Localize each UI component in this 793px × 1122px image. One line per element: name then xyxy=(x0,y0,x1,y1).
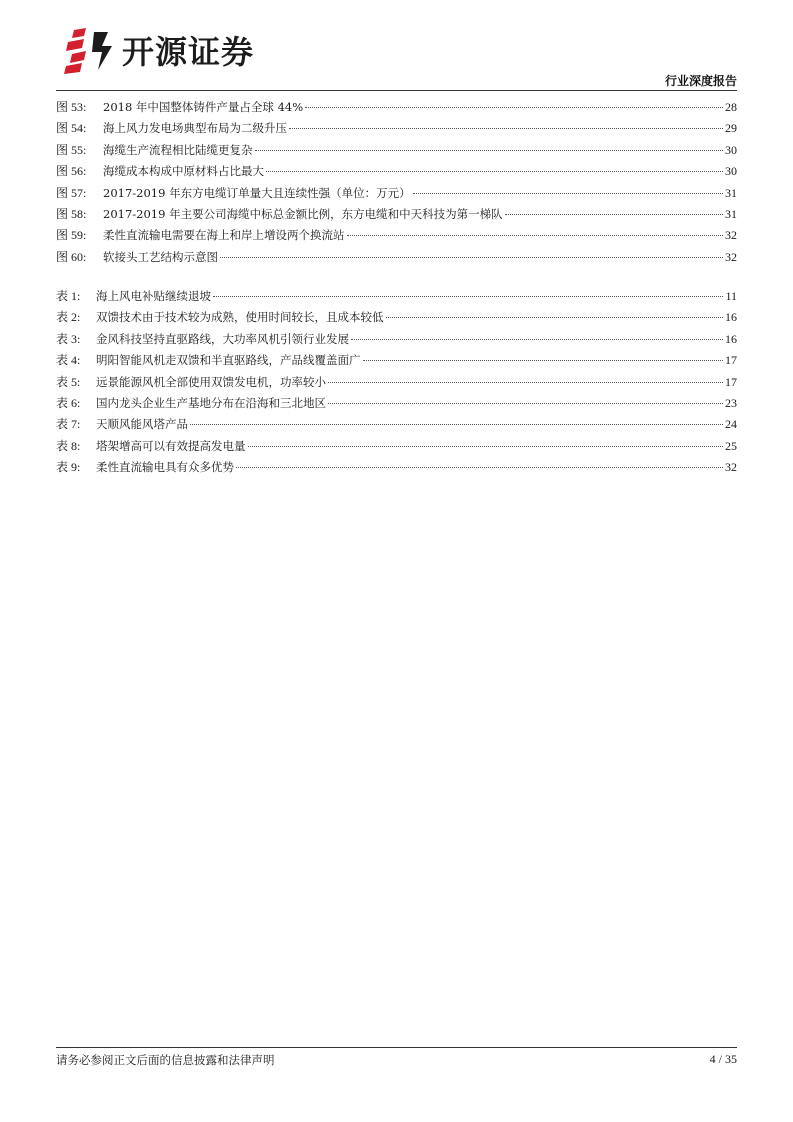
toc-entry-title: 明阳智能风机走双馈和半直驱路线，产品线覆盖面广 xyxy=(96,353,361,368)
toc-entry-number: 图 54: xyxy=(56,121,87,136)
header-divider xyxy=(56,90,737,91)
page-number: 4 / 35 xyxy=(709,1052,737,1066)
toc-entry-page: 23 xyxy=(725,395,737,410)
toc-leader-dots xyxy=(248,445,724,447)
toc-entry-page: 32 xyxy=(725,460,737,475)
toc-entry-title: 2017-2019 年东方电缆订单量大且连续性强（单位：万元） xyxy=(103,185,411,200)
toc-entry-title: 海上风力发电场典型布局为二级升压 xyxy=(103,121,287,136)
toc-entry-page: 16 xyxy=(725,310,737,325)
toc-leader-dots xyxy=(413,192,723,194)
toc-entry-title: 海缆生产流程相比陆缆更复杂 xyxy=(103,142,253,157)
toc-entry-title: 远景能源风机全部使用双馈发电机，功率较小 xyxy=(96,374,326,389)
toc-entry-page: 25 xyxy=(725,438,737,453)
toc-entry-number: 表 4: xyxy=(56,353,81,368)
toc-leader-dots xyxy=(213,295,723,297)
toc-entry-page: 17 xyxy=(725,353,737,368)
toc-leader-dots xyxy=(289,127,723,129)
toc-entry-title: 软接头工艺结构示意图 xyxy=(103,249,218,264)
toc-entry-number: 表 2: xyxy=(56,310,81,325)
toc-entry-title: 海上风电补贴继续退坡 xyxy=(96,289,211,303)
footer-divider xyxy=(56,1047,737,1048)
toc-entry-page: 11 xyxy=(725,289,737,303)
toc-leader-dots xyxy=(363,359,724,361)
toc-entry-table-9[interactable] xyxy=(56,457,737,478)
toc-entry-number: 表 5: xyxy=(56,374,81,389)
toc-entry-number: 图 59: xyxy=(56,228,87,243)
toc-entry-number: 表 3: xyxy=(56,331,81,346)
toc-entry-figure-57[interactable] xyxy=(56,183,737,204)
toc-entry-title: 海缆成本构成中原材料占比最大 xyxy=(103,164,264,179)
toc-entry-page: 31 xyxy=(725,206,737,221)
toc-leader-dots xyxy=(351,338,723,340)
toc-entry-figure-59[interactable] xyxy=(56,225,737,246)
toc-entry-figure-56[interactable] xyxy=(56,161,737,182)
report-type-label: 行业深度报告 xyxy=(664,74,737,88)
toc-entry-number: 表 9: xyxy=(56,460,81,475)
toc-entry-table-5[interactable] xyxy=(56,372,737,393)
toc-entry-figure-53[interactable] xyxy=(56,97,737,118)
toc-entry-page: 17 xyxy=(725,374,737,389)
toc-entry-title: 金风科技坚持直驱路线，大功率风机引领行业发展 xyxy=(96,331,349,346)
brand-name: 开源证券 xyxy=(122,33,255,71)
toc-entry-number: 图 58: xyxy=(56,206,87,221)
toc-entry-page: 28 xyxy=(725,100,737,114)
toc-leader-dots xyxy=(236,466,723,468)
toc-leader-dots xyxy=(505,213,723,215)
table-list xyxy=(56,286,737,479)
toc-entry-figure-55[interactable] xyxy=(56,140,737,161)
toc-entry-title: 双馈技术由于技术较为成熟，使用时间较长，且成本较低 xyxy=(96,310,384,325)
toc-entry-number: 表 6: xyxy=(56,395,81,410)
toc-entry-title: 柔性直流输电具有众多优势 xyxy=(96,460,234,475)
figure-list xyxy=(56,97,737,268)
toc-entry-number: 图 60: xyxy=(56,249,87,264)
toc-entry-page: 32 xyxy=(725,228,737,243)
toc-entry-table-3[interactable] xyxy=(56,329,737,350)
toc-entry-number: 表 7: xyxy=(56,417,81,432)
toc-entry-page: 30 xyxy=(725,142,737,157)
toc-entry-table-6[interactable] xyxy=(56,393,737,414)
toc-entry-number: 图 55: xyxy=(56,142,87,157)
toc-leader-dots xyxy=(305,106,723,108)
toc-leader-dots xyxy=(190,423,723,425)
toc-entry-figure-54[interactable] xyxy=(56,118,737,139)
toc-entry-title: 国内龙头企业生产基地分布在沿海和三北地区 xyxy=(96,395,326,410)
toc-entry-number: 表 1: xyxy=(56,289,81,303)
toc-entry-number: 图 53: xyxy=(56,100,87,114)
brand-logo xyxy=(64,24,254,76)
toc-entry-figure-58[interactable] xyxy=(56,204,737,225)
toc-entry-number: 表 8: xyxy=(56,438,81,453)
toc-entry-title: 2017-2019 年主要公司海缆中标总金额比例，东方电缆和中天科技为第一梯队 xyxy=(103,206,503,221)
toc-leader-dots xyxy=(220,256,723,258)
toc-entry-page: 32 xyxy=(725,249,737,264)
toc-entry-figure-60[interactable] xyxy=(56,247,737,268)
toc-entry-title: 天顺风能风塔产品 xyxy=(96,417,188,432)
toc-leader-dots xyxy=(255,149,724,151)
toc-entry-page: 29 xyxy=(725,121,737,136)
toc-entry-table-8[interactable] xyxy=(56,436,737,457)
toc-leader-dots xyxy=(386,316,724,318)
toc-leader-dots xyxy=(266,170,723,172)
toc-entry-number: 图 57: xyxy=(56,185,87,200)
toc-leader-dots xyxy=(347,234,724,236)
toc-leader-dots xyxy=(328,381,723,383)
footer-disclaimer: 请务必参阅正文后面的信息披露和法律声明 xyxy=(56,1053,275,1067)
brand-logo-icon xyxy=(64,26,116,74)
toc-entry-page: 16 xyxy=(725,331,737,346)
toc-entry-table-2[interactable] xyxy=(56,307,737,328)
toc-entry-title: 柔性直流输电需要在海上和岸上增设两个换流站 xyxy=(103,228,345,243)
toc-entry-table-1[interactable] xyxy=(56,286,737,307)
toc-entry-page: 30 xyxy=(725,164,737,179)
toc-entry-table-4[interactable] xyxy=(56,350,737,371)
toc-entry-table-7[interactable] xyxy=(56,414,737,435)
toc-leader-dots xyxy=(328,402,723,404)
toc-entry-page: 24 xyxy=(725,417,737,432)
toc-entry-number: 图 56: xyxy=(56,164,87,179)
toc-entry-page: 31 xyxy=(725,185,737,200)
toc-entry-title: 2018 年中国整体铸件产量占全球 44% xyxy=(103,100,304,114)
toc-entry-title: 塔架增高可以有效提高发电量 xyxy=(96,438,246,453)
